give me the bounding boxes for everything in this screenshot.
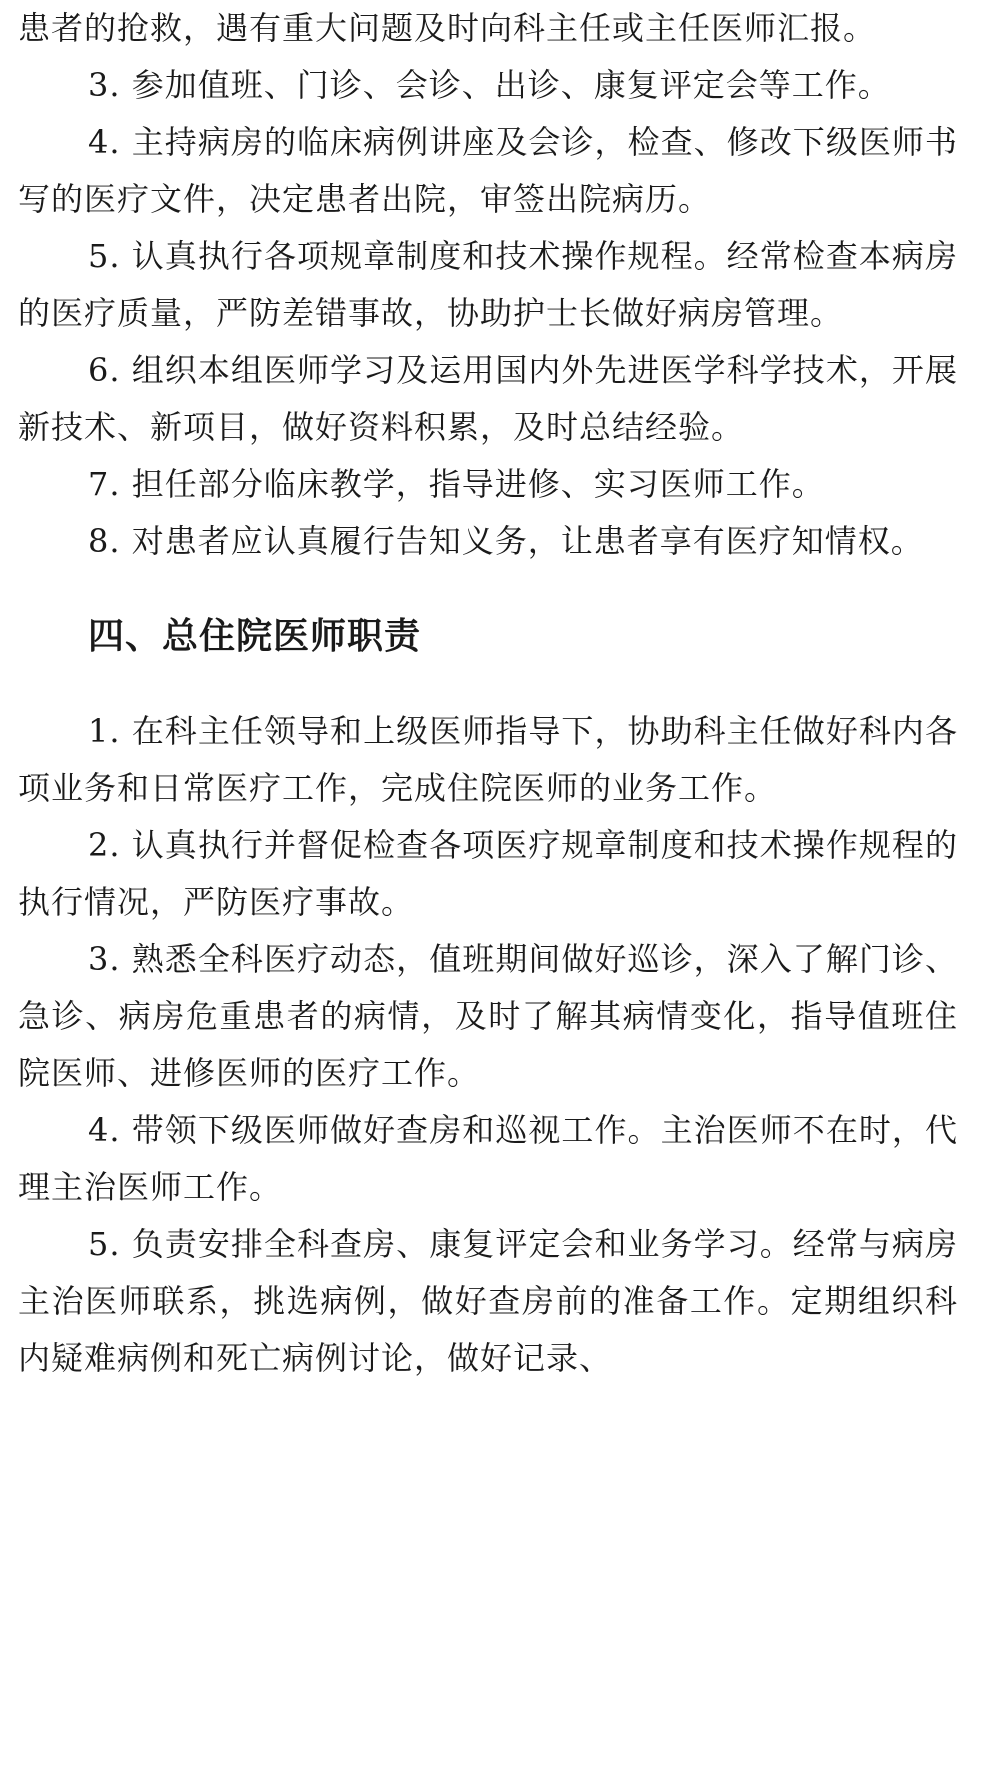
paragraph-duty-4: 4. 带领下级医师做好查房和巡视工作。主治医师不在时，代理主治医师工作。 — [18, 1111, 958, 1206]
paragraph-duty-3: 3. 熟悉全科医疗动态，值班期间做好巡诊，深入了解门诊、急诊、病房危重患者的病情，及时了解其病情变化，指导值班住院医师、进修医师的医疗工作。 — [18, 940, 958, 1092]
paragraph-item-3: 3. 参加值班、门诊、会诊、出诊、康复评定会等工作。 — [88, 66, 891, 104]
paragraph-duty-5: 5. 负责安排全科查房、康复评定会和业务学习。经常与病房主治医师联系，挑选病例，做好查房前的准备工作。定期组织科内疑难病例和死亡病例讨论，做好记录、 — [18, 1225, 958, 1377]
paragraph-item-4: 4. 主持病房的临床病例讲座及会诊，检查、修改下级医师书写的医疗文件，决定患者出院，审签出院病历。 — [18, 123, 958, 218]
paragraph-duty-1: 1. 在科主任领导和上级医师指导下，协助科主任做好科内各项业务和日常医疗工作，完成住院医师的业务工作。 — [18, 712, 958, 807]
paragraph-item-5: 5. 认真执行各项规章制度和技术操作规程。经常检查本病房的医疗质量，严防差错事故，协助护士长做好病房管理。 — [18, 237, 958, 332]
paragraph-item-8: 8. 对患者应认真履行告知义务，让患者享有医疗知情权。 — [88, 522, 924, 560]
paragraph-item-6: 6. 组织本组医师学习及运用国内外先进医学科学技术，开展新技术、新项目，做好资料积累，及时总结经验。 — [18, 351, 958, 446]
paragraph-duty-2: 2. 认真执行并督促检查各项医疗规章制度和技术操作规程的执行情况，严防医疗事故。 — [18, 826, 958, 921]
paragraph-continuation: 患者的抢救，遇有重大问题及时向科主任或主任医师汇报。 — [18, 9, 877, 47]
paragraph-item-7: 7. 担任部分临床教学，指导进修、实习医师工作。 — [88, 465, 825, 503]
document-page — [18, 0, 958, 1387]
section-heading: 四、总住院医师职责 — [88, 616, 422, 657]
